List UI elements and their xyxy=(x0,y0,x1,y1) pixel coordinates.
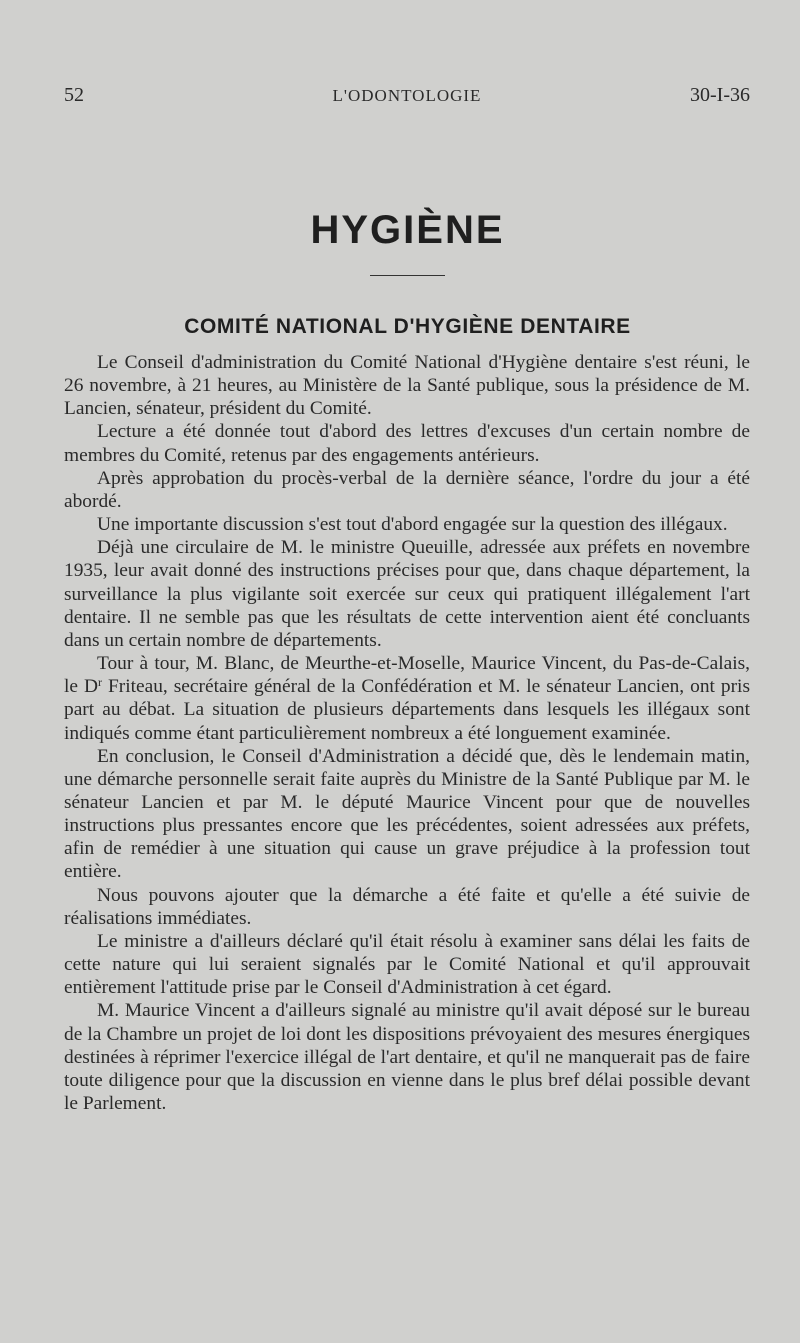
page-number: 52 xyxy=(64,84,84,106)
paragraph: Le ministre a d'ailleurs déclaré qu'il était résolu à examiner sans délai les faits de cette nature qui lui seraient signalés par le Comité National et qu'il approuvait entièrement l'attitude prise par le Conseil d'Administration à cet égard. xyxy=(64,930,750,999)
paragraph: M. Maurice Vincent a d'ailleurs signalé au ministre qu'il avait déposé sur le bureau de la Chambre un projet de loi dont les dispositions prévoyaient des mesures énergiques destinées à réprimer l'exercice illégal de l'art dentaire, et qu'il ne manquerait pas de faire toute diligence pour que la discussion en vienne dans le plus bref délai possible devant le Parlement. xyxy=(64,1000,750,1114)
paragraph: En conclusion, le Conseil d'Administration a décidé que, dès le lendemain matin, une démarche personnelle serait faite auprès du Ministre de la Santé Publique par M. le sénateur Lancien et par M. le député Maurice Vincent pour que de nouvelles instructions plus pressantes encore que les précédentes, soient adressées aux préfets, afin de remédier à une situation qui cause un grave préjudice à la profession tout entière. xyxy=(64,745,750,883)
section-title: HYGIÈNE xyxy=(310,208,505,252)
running-header xyxy=(62,84,752,114)
paragraph: Nous pouvons ajouter que la démarche a été faite et qu'elle a été suivie de réalisations immédiates. xyxy=(64,884,750,929)
paragraph: Le Conseil d'administration du Comité National d'Hygiène dentaire s'est réuni, le 26 novembre, à 21 heures, au Ministère de la Santé publique, sous la présidence de M. Lancien, sénateur, président du Comité. xyxy=(64,352,750,420)
paragraph: Déjà une circulaire de M. le ministre Queuille, adressée aux préfets en novembre 1935, leur avait donné des instructions précises pour que, dans chaque département, la surveillance la plus vigilante soit exercée sur ceux qui pratiquent illégalement l'art dentaire. Il ne semble pas que les résultats de cette intervention aient été concluants dans un certain nombre de départements. xyxy=(64,537,750,651)
paragraph: Après approbation du procès-verbal de la dernière séance, l'ordre du jour a été abordé. xyxy=(64,467,750,512)
superscript: r xyxy=(98,675,102,690)
article-body xyxy=(64,351,750,1115)
journal-title: L'ODONTOLOGIE xyxy=(332,86,482,105)
title-divider xyxy=(370,275,445,276)
paragraph: Lecture a été donnée tout d'abord des lettres d'excuses d'un certain nombre de membres du Comité, retenus par des engagements antérieurs. xyxy=(64,421,750,466)
paragraph-text: Tour à tour, M. Blanc, de Meurthe-et-Moselle, Maurice Vincent, du Pas-de-Calais, le D xyxy=(64,653,750,698)
article-title: COMITÉ NATIONAL D'HYGIÈNE DENTAIRE xyxy=(184,315,631,338)
paragraph-text: Friteau, secrétaire général de la Confédération et M. le sénateur Lancien, ont pris part au débat. La situation de plusieurs départements dans lesquels les illégaux sont indiqués comme étant particulièrement nombreux a été longuement examinée. xyxy=(64,676,750,744)
paragraph xyxy=(64,652,750,745)
paragraph: Une importante discussion s'est tout d'abord engagée sur la question des illégaux. xyxy=(97,514,728,536)
issue-date: 30-I-36 xyxy=(690,84,750,106)
